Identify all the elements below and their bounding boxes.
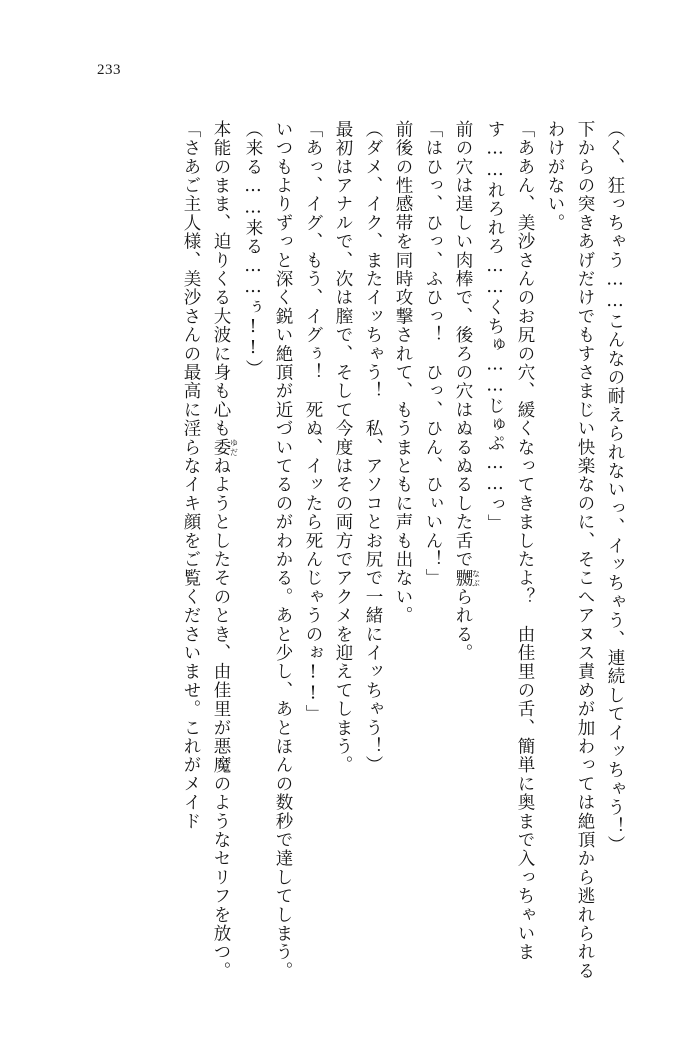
- paragraph: （来る……来る……ぅ!!）: [243, 120, 263, 379]
- paragraph: 前後の性感帯を同時攻撃されて、もうまともに声も出ない。: [393, 120, 413, 625]
- paragraph: （ダメ、イク、またイッちゃう！ 私、アソコとお尻で一緒にイッちゃう！）: [363, 120, 383, 775]
- paragraph: 下からの突きあげだけでもすさまじい快楽なのに、そこへアヌス責めが加わっては絶頂から逃れられるわけがない。: [545, 120, 595, 981]
- paragraph: いつもよりずっと深く鋭い絶頂が近づいてるのがわかる。あと少し、あとほんの数秒で達してしまう。: [273, 120, 293, 981]
- paragraph: 最初はアナルで、次は膣で、そして今度はその両方でアクメを迎えてしまう。: [333, 120, 353, 775]
- paragraph: 「ああん、美沙さんのお尻の穴、緩くなってきましたよ？ 由佳里の舌、簡単に奥まで入っちゃいます……れろれろ……くちゅ……じゅぷ……っ」: [485, 120, 535, 962]
- paragraph: 前の穴は逞しい肉棒で、後ろの穴はぬるぬるした舌で嬲なぶられる。: [453, 120, 481, 663]
- ruby-naburareru: 嬲なぶ: [453, 568, 481, 588]
- paragraph: （く、狂っちゃう……こんなの耐えられないっ、イッちゃう、連続してイッちゃう！）: [605, 120, 625, 855]
- paragraph: 「あっ、イグ、もう、イグぅ！ 死ぬ、イッたら死んじゃうのぉ!!」: [303, 120, 323, 724]
- page-number: 233: [97, 62, 121, 78]
- ruby-yudane: 委ゆだ: [211, 437, 239, 457]
- paragraph: 「さあご主人様、美沙さんの最高に淫らなイキ顔をご覧くださいませ。これがメイド: [181, 120, 201, 831]
- paragraph: 本能のまま、迫りくる大波に身も心も委ゆだねようとしたそのとき、由佳里が悪魔のようなセリフを放つ。: [211, 120, 239, 981]
- body-text: [62, 120, 630, 990]
- paragraph: 「はひっ、ひっ、ふひっ！ ひっ、ひん、ひぃいん！」: [423, 120, 443, 588]
